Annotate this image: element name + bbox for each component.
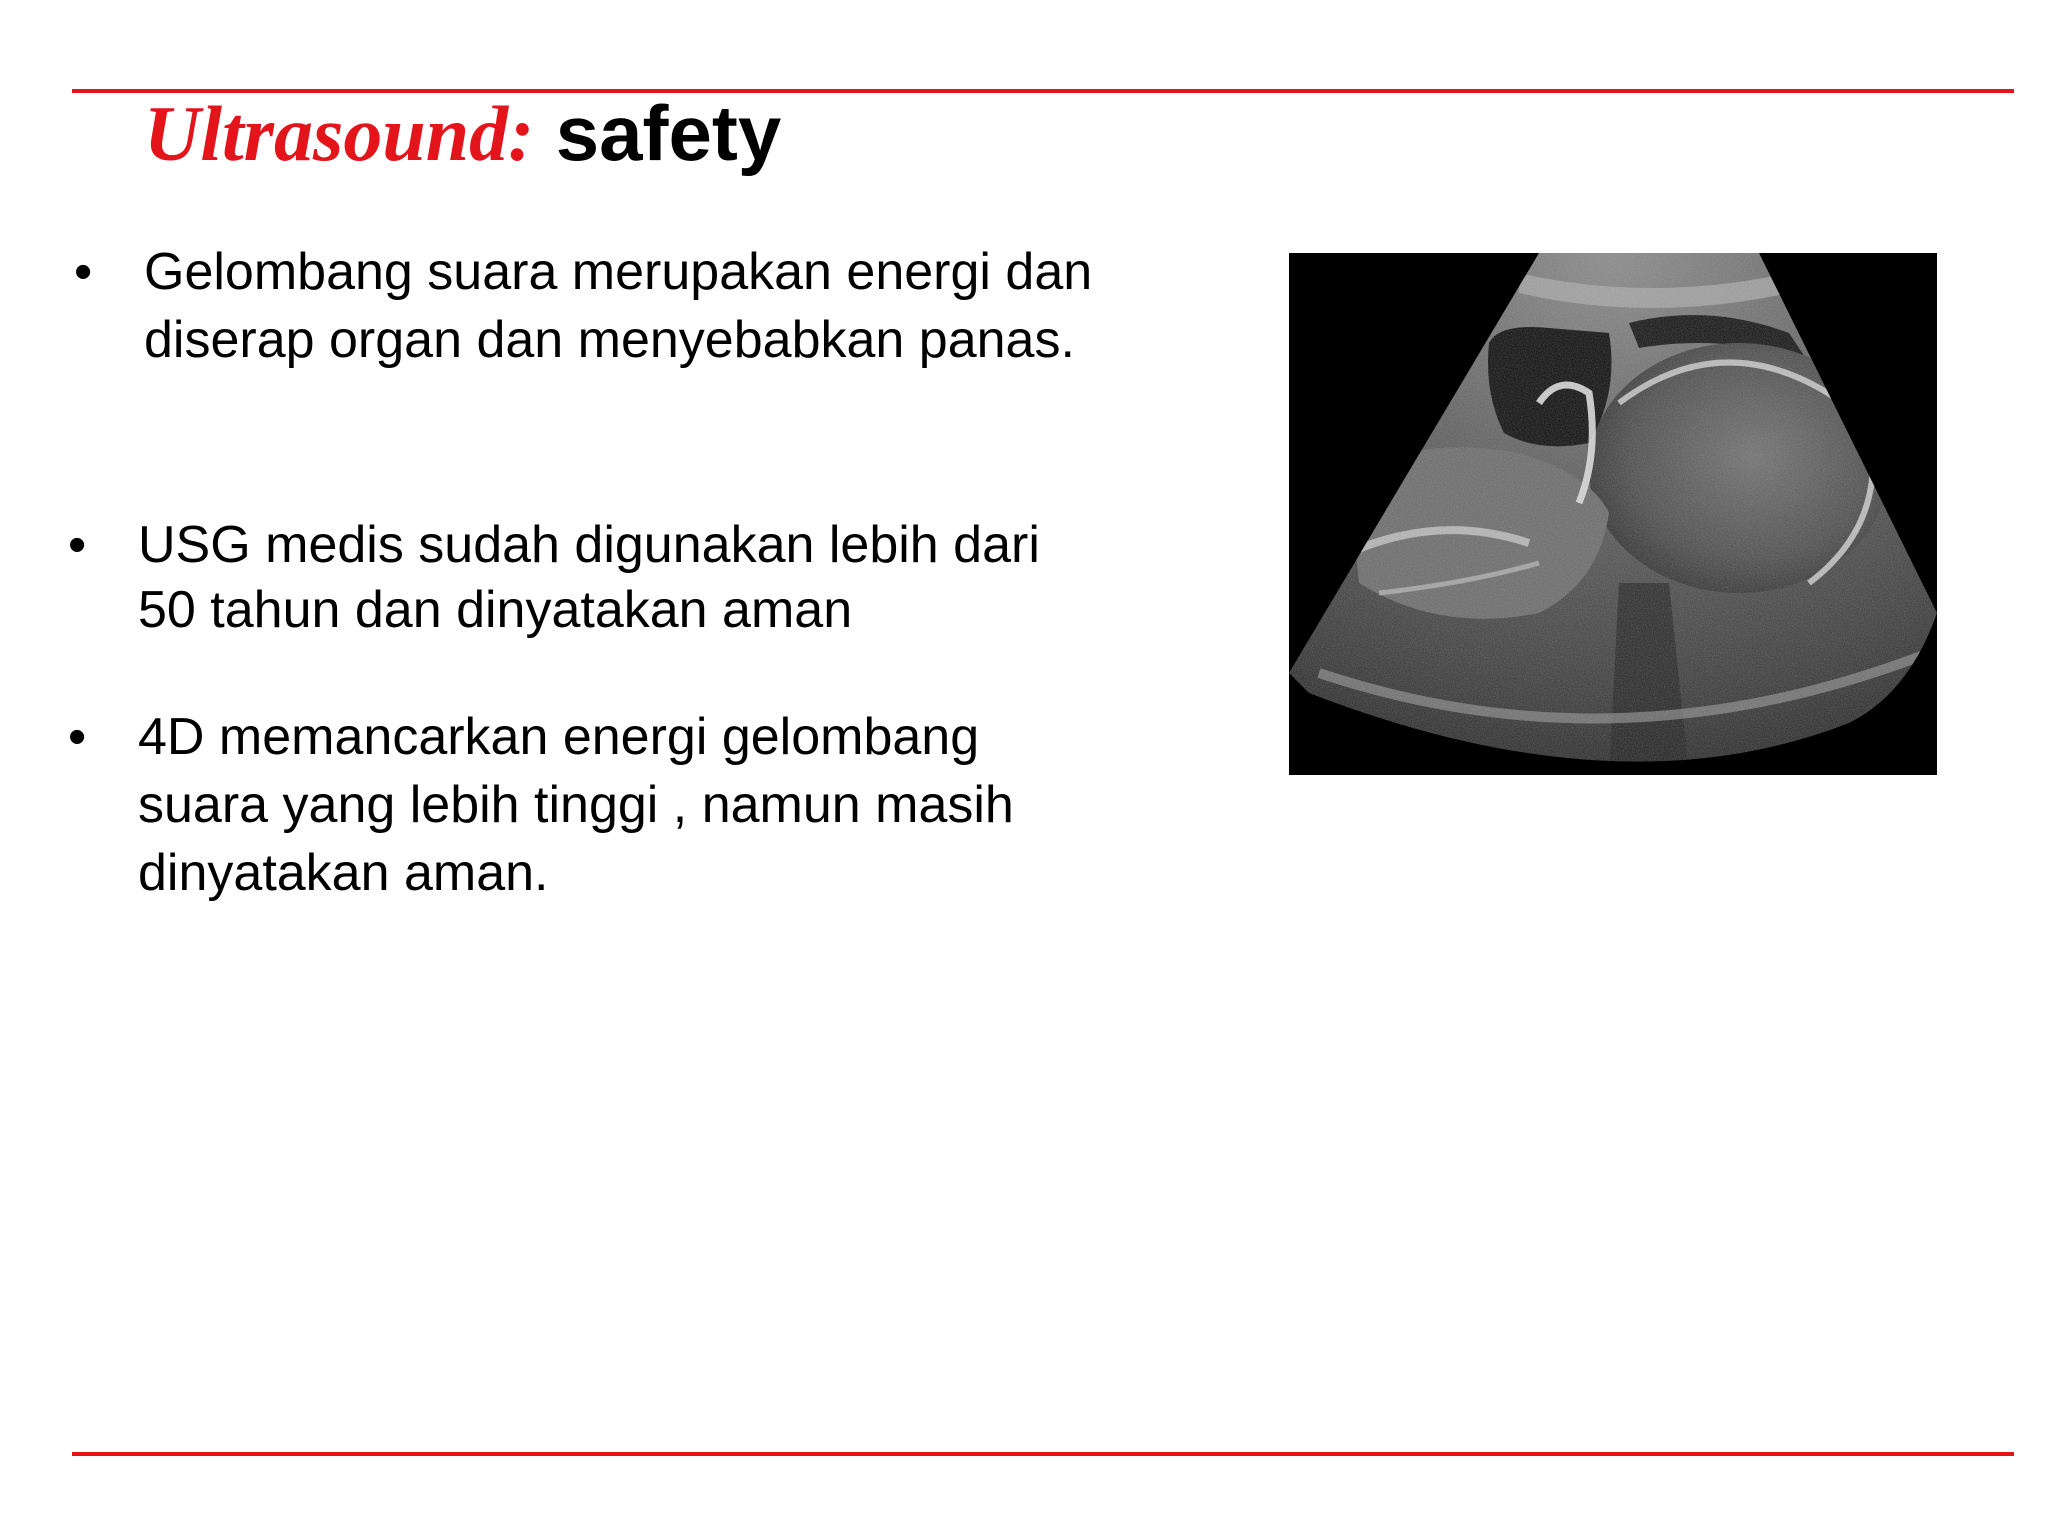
title-italic-word: Ultrasound <box>144 90 509 177</box>
bullet-text: Gelombang suara merupakan energi dan diserap organ dan menyebabkan panas. <box>144 243 1093 369</box>
bullet-text: USG medis sudah digunakan lebih dari 50 tahun dan dinyatakan aman <box>138 516 1040 639</box>
bullet-marker: • <box>74 243 93 301</box>
bullet-text: 4D memancarkan energi gelombang suara yang lebih tinggi , namun masih dinyatakan aman. <box>138 708 1014 902</box>
title-rest: safety <box>534 89 782 177</box>
bottom-red-divider <box>72 1452 2014 1456</box>
title-colon: : <box>508 90 535 177</box>
ultrasound-scan-image <box>1289 253 1937 775</box>
slide-title <box>144 88 781 179</box>
bullet-marker: • <box>68 708 87 766</box>
ultrasound-scan-icon <box>1289 253 1937 775</box>
bullet-marker: • <box>68 516 87 574</box>
